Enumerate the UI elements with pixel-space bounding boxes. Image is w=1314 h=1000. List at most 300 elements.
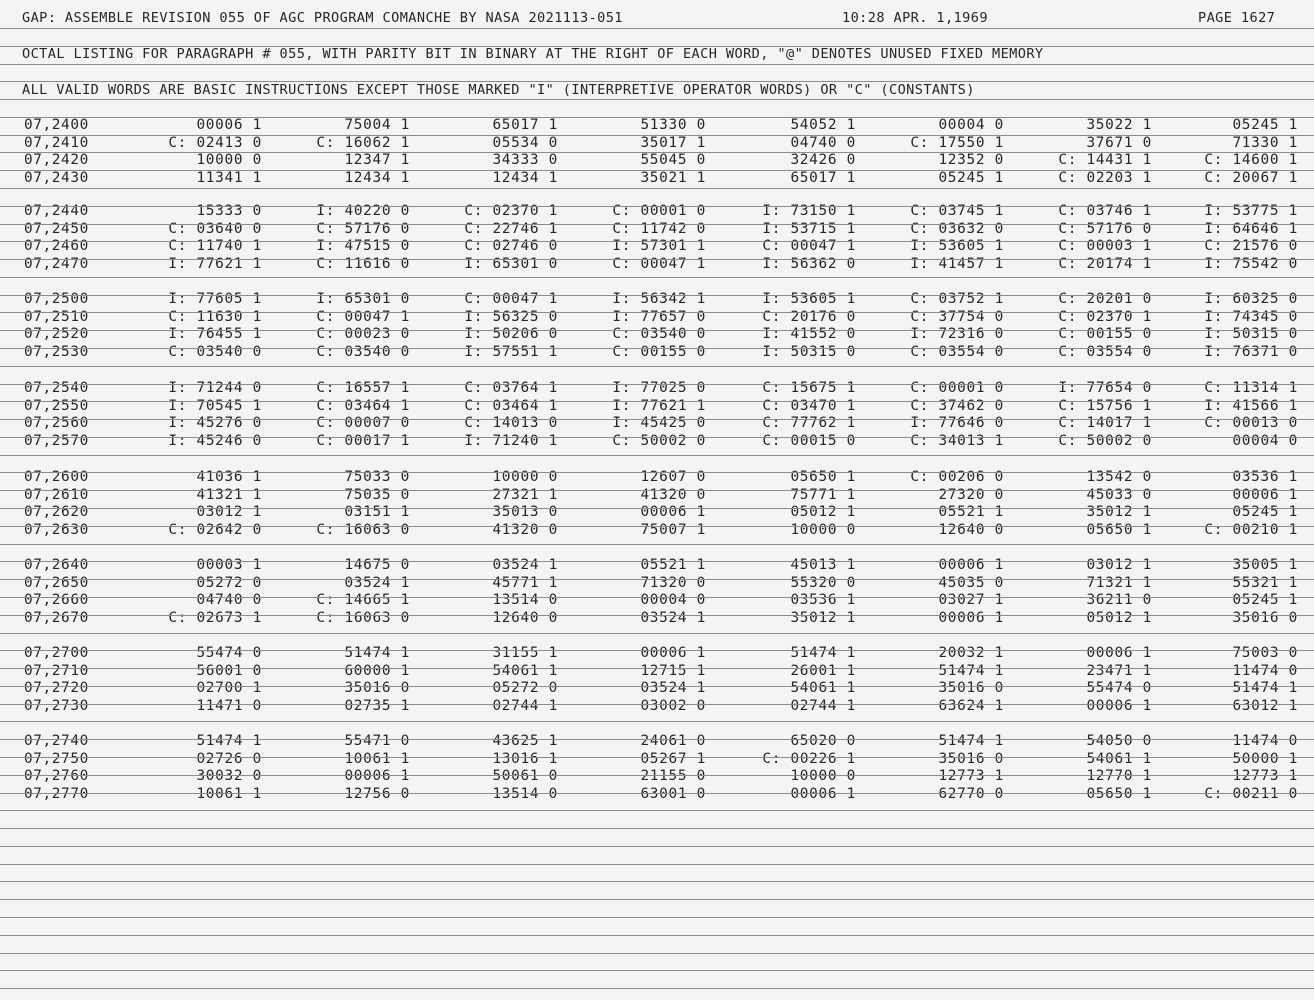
row-address: 07,2600 [24,469,89,485]
octal-word: I: 45246 0 [168,432,262,449]
octal-word: I: 74345 0 [1204,308,1298,325]
octal-word: 03151 1 [344,504,410,521]
octal-word: C: 20067 1 [1204,169,1298,186]
octal-word: 12640 0 [492,609,558,626]
octal-word: 55474 0 [196,645,262,661]
octal-word: C: 57176 0 [316,220,410,237]
paper-rule-line [0,188,1314,189]
octal-word: 05650 1 [790,469,856,485]
listing-row [0,504,1314,521]
octal-word: 51330 0 [640,117,706,133]
octal-word: C: 17550 1 [910,134,1004,151]
octal-word: I: 56325 0 [464,308,558,325]
octal-word: 54050 0 [1086,733,1152,749]
print-timestamp: 10:28 APR. 1,1969 [842,10,988,26]
octal-word: 55045 0 [640,152,706,169]
octal-word: C: 37754 0 [910,308,1004,325]
paper-rule-line [0,721,1314,722]
paper-rule-line [0,28,1314,29]
octal-word: 62770 0 [938,785,1004,802]
paper-rule-line [0,757,1314,758]
octal-word: I: 53715 1 [762,220,856,237]
row-address: 07,2530 [24,343,89,360]
octal-word: I: 72316 0 [910,326,1004,343]
octal-word: 45771 1 [492,574,558,591]
paper-rule-line [0,330,1314,331]
octal-word: 10061 1 [196,785,262,802]
octal-word: 12773 1 [1232,768,1298,785]
paper-rule-line [0,810,1314,811]
listing-row [0,152,1314,169]
paper-rule-line [0,64,1314,65]
octal-word: 05272 0 [196,574,262,591]
paper-rule-line [0,259,1314,260]
octal-word: 35016 0 [938,680,1004,697]
listing-row [0,557,1314,574]
octal-word: 51474 1 [344,645,410,661]
octal-word: 75033 0 [344,469,410,485]
octal-word: I: 53605 1 [762,291,856,307]
octal-word: C: 03764 1 [464,380,558,396]
octal-word: I: 60325 0 [1204,291,1298,307]
paper-rule-line [0,490,1314,491]
paper-rule-line [0,579,1314,580]
octal-word: C: 14431 1 [1058,152,1152,169]
octal-word: 75035 0 [344,486,410,503]
paper-rule-line [0,224,1314,225]
octal-word: C: 02413 0 [168,134,262,151]
row-address: 07,2410 [24,134,89,151]
octal-word: C: 57176 0 [1058,220,1152,237]
octal-word: C: 00023 0 [316,326,410,343]
paper-rule-line [0,953,1314,954]
octal-word: I: 50206 0 [464,326,558,343]
octal-word: 00003 1 [196,557,262,573]
octal-word: C: 20201 0 [1058,291,1152,307]
paper-rule-line [0,135,1314,136]
octal-word: C: 00013 0 [1204,415,1298,432]
listing-row [0,170,1314,187]
octal-word: 04740 0 [196,592,262,609]
octal-word: C: 02642 0 [168,521,262,538]
paper-rule-line [0,988,1314,989]
octal-word: 11471 0 [196,697,262,714]
octal-word: C: 02673 1 [168,609,262,626]
listing-row [0,592,1314,609]
octal-word: 12347 1 [344,152,410,169]
row-address: 07,2630 [24,521,89,538]
paper-rule-line [0,775,1314,776]
octal-word: 12756 0 [344,785,410,802]
octal-word: 10000 0 [790,521,856,538]
octal-word: 75003 0 [1232,645,1298,661]
octal-word: 41036 1 [196,469,262,485]
octal-word: C: 02203 1 [1058,169,1152,186]
paper-rule-line [0,935,1314,936]
octal-word: 02700 1 [196,680,262,697]
octal-word: C: 16063 0 [316,521,410,538]
row-address: 07,2650 [24,574,89,591]
octal-word: 32426 0 [790,152,856,169]
listing-row [0,680,1314,697]
octal-word: I: 57551 1 [464,343,558,360]
octal-word: 11341 1 [196,169,262,186]
listing-row [0,135,1314,152]
octal-word: 13542 0 [1086,469,1152,485]
octal-word: 04740 0 [790,134,856,151]
octal-word: I: 71240 1 [464,432,558,449]
octal-word: 05267 1 [640,750,706,767]
row-address: 07,2570 [24,432,89,449]
octal-word: 21155 0 [640,768,706,785]
paper-rule-line [0,455,1314,456]
octal-word: 35017 1 [640,134,706,151]
octal-word: 36211 0 [1086,592,1152,609]
row-address: 07,2710 [24,662,89,679]
octal-word: C: 02746 0 [464,238,558,255]
octal-word: 54061 1 [492,662,558,679]
octal-word: 03002 0 [640,697,706,714]
octal-word: C: 02370 1 [464,203,558,219]
legend-note: ALL VALID WORDS ARE BASIC INSTRUCTIONS EXCEPT THOSE MARKED "I" (INTERPRETIVE OPERATOR WORDS) OR "C" (CONSTANTS) [22,82,975,98]
octal-word: 35012 1 [790,609,856,626]
octal-word: I: 65301 0 [464,255,558,272]
octal-word: I: 53775 1 [1204,203,1298,219]
octal-word: I: 45425 0 [612,415,706,432]
row-address: 07,2620 [24,504,89,521]
octal-word: 63012 1 [1232,697,1298,714]
paper-rule-line [0,917,1314,918]
paper-rule-line [0,152,1314,153]
listing-row [0,522,1314,539]
octal-word: C: 02370 1 [1058,308,1152,325]
octal-word: 75004 1 [344,117,410,133]
octal-word: I: 77654 0 [1058,380,1152,396]
paper-rule-line [0,597,1314,598]
row-address: 07,2660 [24,592,89,609]
octal-word: 31155 1 [492,645,558,661]
row-address: 07,2460 [24,238,89,255]
octal-word: 63001 0 [640,785,706,802]
octal-word: C: 03470 1 [762,397,856,414]
octal-word: 63624 1 [938,697,1004,714]
octal-word: C: 11740 1 [168,238,262,255]
octal-word: C: 00226 1 [762,750,856,767]
listing-row [0,786,1314,803]
octal-word: 00004 0 [640,592,706,609]
row-address: 07,2610 [24,486,89,503]
octal-word: 13514 0 [492,785,558,802]
octal-word: 55321 1 [1232,574,1298,591]
octal-word: C: 00047 1 [464,291,558,307]
row-address: 07,2760 [24,768,89,785]
octal-word: I: 56342 1 [612,291,706,307]
octal-word: 05245 1 [1232,117,1298,133]
octal-word: 03524 1 [640,680,706,697]
listing-row [0,326,1314,343]
octal-word: 03012 1 [1086,557,1152,573]
octal-word: 05012 1 [790,504,856,521]
octal-word: 51474 1 [938,662,1004,679]
paper-rule-line [0,277,1314,278]
octal-word: 35013 0 [492,504,558,521]
octal-word: 45033 0 [1086,486,1152,503]
octal-word: 54052 1 [790,117,856,133]
octal-word: 02744 1 [790,697,856,714]
octal-word: 54061 1 [790,680,856,697]
octal-word: 51474 1 [196,733,262,749]
octal-word: 13016 1 [492,750,558,767]
octal-word: C: 14600 1 [1204,152,1298,169]
octal-word: C: 00015 0 [762,432,856,449]
octal-word: C: 16063 0 [316,609,410,626]
paper-rule-line [0,846,1314,847]
octal-word: 27320 0 [938,486,1004,503]
octal-word: 05012 1 [1086,609,1152,626]
listing-row [0,575,1314,592]
octal-word: I: 41457 1 [910,255,1004,272]
paper-rule-line [0,117,1314,118]
octal-word: 00006 1 [1086,697,1152,714]
paper-rule-line [0,384,1314,385]
row-address: 07,2640 [24,557,89,573]
octal-word: C: 14017 1 [1058,415,1152,432]
octal-word: 35012 1 [1086,504,1152,521]
row-address: 07,2540 [24,380,89,396]
octal-word: I: 64646 1 [1204,220,1298,237]
octal-word: I: 40220 0 [316,203,410,219]
paper-rule-line [0,881,1314,882]
octal-word: 00006 1 [1086,645,1152,661]
octal-word: C: 22746 1 [464,220,558,237]
octal-word: 10061 1 [344,750,410,767]
octal-word: C: 03752 1 [910,291,1004,307]
octal-word: I: 76371 0 [1204,343,1298,360]
octal-word: 03524 1 [640,609,706,626]
octal-word: 03536 1 [1232,469,1298,485]
octal-word: I: 77621 1 [168,255,262,272]
octal-word: 00004 0 [1232,432,1298,449]
octal-word: 11474 0 [1232,733,1298,749]
octal-word: 05521 1 [640,557,706,573]
octal-word: C: 00211 0 [1204,785,1298,802]
octal-word: I: 77657 0 [612,308,706,325]
octal-word: I: 57301 1 [612,238,706,255]
octal-word: 14675 0 [344,557,410,573]
page-number: PAGE 1627 [1198,10,1276,26]
paper-rule-line [0,828,1314,829]
paper-rule-line [0,899,1314,900]
octal-word: 34333 0 [492,152,558,169]
octal-word: I: 77605 1 [168,291,262,307]
octal-word: 05650 1 [1086,785,1152,802]
octal-word: C: 00007 0 [316,415,410,432]
octal-word: C: 00155 0 [612,343,706,360]
octal-word: 45013 1 [790,557,856,573]
octal-word: 02744 1 [492,697,558,714]
listing-row [0,645,1314,662]
assembly-header [0,8,1314,28]
octal-word: 23471 1 [1086,662,1152,679]
paper-rule-line [0,615,1314,616]
octal-word: I: 65301 0 [316,291,410,307]
octal-word: I: 56362 0 [762,255,856,272]
octal-word: 51474 1 [1232,680,1298,697]
paper-rule-line [0,544,1314,545]
octal-word: C: 11630 1 [168,308,262,325]
octal-word: 65017 1 [492,117,558,133]
octal-word: 12352 0 [938,152,1004,169]
octal-word: 35021 1 [640,169,706,186]
paper-rule-line [0,401,1314,402]
octal-word: 03027 1 [938,592,1004,609]
octal-word: C: 00001 0 [612,203,706,219]
octal-word: 51474 1 [790,645,856,661]
listing-row [0,380,1314,397]
row-address: 07,2770 [24,785,89,802]
paper-rule-line [0,46,1314,47]
octal-word: 50061 0 [492,768,558,785]
octal-word: 10000 0 [492,469,558,485]
octal-word: 55320 0 [790,574,856,591]
octal-word: C: 00155 0 [1058,326,1152,343]
paper-rule-line [0,561,1314,562]
octal-word: 00006 1 [196,117,262,133]
octal-word: 00006 1 [790,785,856,802]
row-address: 07,2520 [24,326,89,343]
listing-note: OCTAL LISTING FOR PARAGRAPH # 055, WITH PARITY BIT IN BINARY AT THE RIGHT OF EACH WORD, "@" DENOTES UNUSED FIXED MEMORY [22,46,1044,62]
octal-word: 71330 1 [1232,134,1298,151]
octal-word: 02726 0 [196,750,262,767]
octal-word: 37671 0 [1086,134,1152,151]
octal-word: 10000 0 [196,152,262,169]
octal-word: 03524 1 [344,574,410,591]
paper-rule-line [0,419,1314,420]
octal-word: C: 11742 0 [612,220,706,237]
paper-rule-line [0,348,1314,349]
listing-row [0,344,1314,361]
paper-rule-line [0,295,1314,296]
octal-word: 65020 0 [790,733,856,749]
paper-rule-line [0,668,1314,669]
octal-word: I: 76455 1 [168,326,262,343]
octal-word: 05272 0 [492,680,558,697]
octal-word: 05521 1 [938,504,1004,521]
octal-word: C: 16557 1 [316,380,410,396]
row-address: 07,2740 [24,733,89,749]
octal-word: I: 77621 1 [612,397,706,414]
row-address: 07,2700 [24,645,89,661]
octal-word: I: 41552 0 [762,326,856,343]
octal-word: 60000 1 [344,662,410,679]
listing-row [0,415,1314,432]
paper-rule-line [0,793,1314,794]
listing-row [0,663,1314,680]
row-address: 07,2400 [24,117,89,133]
row-address: 07,2420 [24,152,89,169]
octal-word: 11474 0 [1232,662,1298,679]
paper-rule-line [0,686,1314,687]
octal-word: 27321 1 [492,486,558,503]
row-address: 07,2440 [24,203,89,219]
assembly-line: GAP: ASSEMBLE REVISION 055 OF AGC PROGRAM COMANCHE BY NASA 2021113-051 [22,10,623,26]
paper-rule-line [0,739,1314,740]
listing-row [0,433,1314,450]
row-address: 07,2670 [24,609,89,626]
listing-row [0,698,1314,715]
octal-word: 03524 1 [492,557,558,573]
octal-word: C: 03746 1 [1058,203,1152,219]
paper-rule-line [0,437,1314,438]
octal-word: C: 03464 1 [464,397,558,414]
octal-word: 71320 0 [640,574,706,591]
octal-word: 41320 0 [640,486,706,503]
octal-word: 05534 0 [492,134,558,151]
octal-word: 12770 1 [1086,768,1152,785]
octal-word: C: 00017 1 [316,432,410,449]
octal-word: 75771 1 [790,486,856,503]
octal-word: 45035 0 [938,574,1004,591]
paper-rule-line [0,366,1314,367]
octal-word: 35016 0 [1232,609,1298,626]
octal-word: 00006 1 [344,768,410,785]
octal-word: I: 71244 0 [168,380,262,396]
octal-word: 24061 0 [640,733,706,749]
octal-word: 65017 1 [790,169,856,186]
octal-word: C: 16062 1 [316,134,410,151]
octal-word: C: 34013 1 [910,432,1004,449]
octal-word: C: 00047 1 [316,308,410,325]
octal-word: 00006 1 [640,645,706,661]
octal-word: I: 47515 0 [316,238,410,255]
octal-word: 15333 0 [196,203,262,219]
octal-word: 00006 1 [640,504,706,521]
octal-word: 05245 1 [1232,592,1298,609]
octal-word: C: 50002 0 [1058,432,1152,449]
octal-word: 05245 1 [938,169,1004,186]
octal-word: 35016 0 [344,680,410,697]
octal-word: 13514 0 [492,592,558,609]
listing-row [0,117,1314,134]
paper-rule-line [0,650,1314,651]
paper-rule-line [0,206,1314,207]
octal-word: 12434 1 [492,169,558,186]
listing-row [0,733,1314,750]
octal-word: C: 03745 1 [910,203,1004,219]
octal-word: C: 00206 0 [910,469,1004,485]
octal-word: C: 03632 0 [910,220,1004,237]
octal-word: C: 03554 0 [910,343,1004,360]
octal-word: 41320 0 [492,521,558,538]
octal-word: 41321 1 [196,486,262,503]
row-address: 07,2510 [24,308,89,325]
octal-word: I: 70545 1 [168,397,262,414]
octal-word: 43625 1 [492,733,558,749]
octal-word: 12434 1 [344,169,410,186]
octal-word: 12773 1 [938,768,1004,785]
octal-word: C: 50002 0 [612,432,706,449]
octal-word: C: 00210 1 [1204,521,1298,538]
octal-word: C: 03540 0 [612,326,706,343]
paper-rule-line [0,99,1314,100]
octal-word: C: 15675 1 [762,380,856,396]
paper-rule-line [0,312,1314,313]
octal-word: 03536 1 [790,592,856,609]
octal-word: 51474 1 [938,733,1004,749]
octal-word: C: 00003 1 [1058,238,1152,255]
paper-rule-line [0,704,1314,705]
octal-word: 50000 1 [1232,750,1298,767]
